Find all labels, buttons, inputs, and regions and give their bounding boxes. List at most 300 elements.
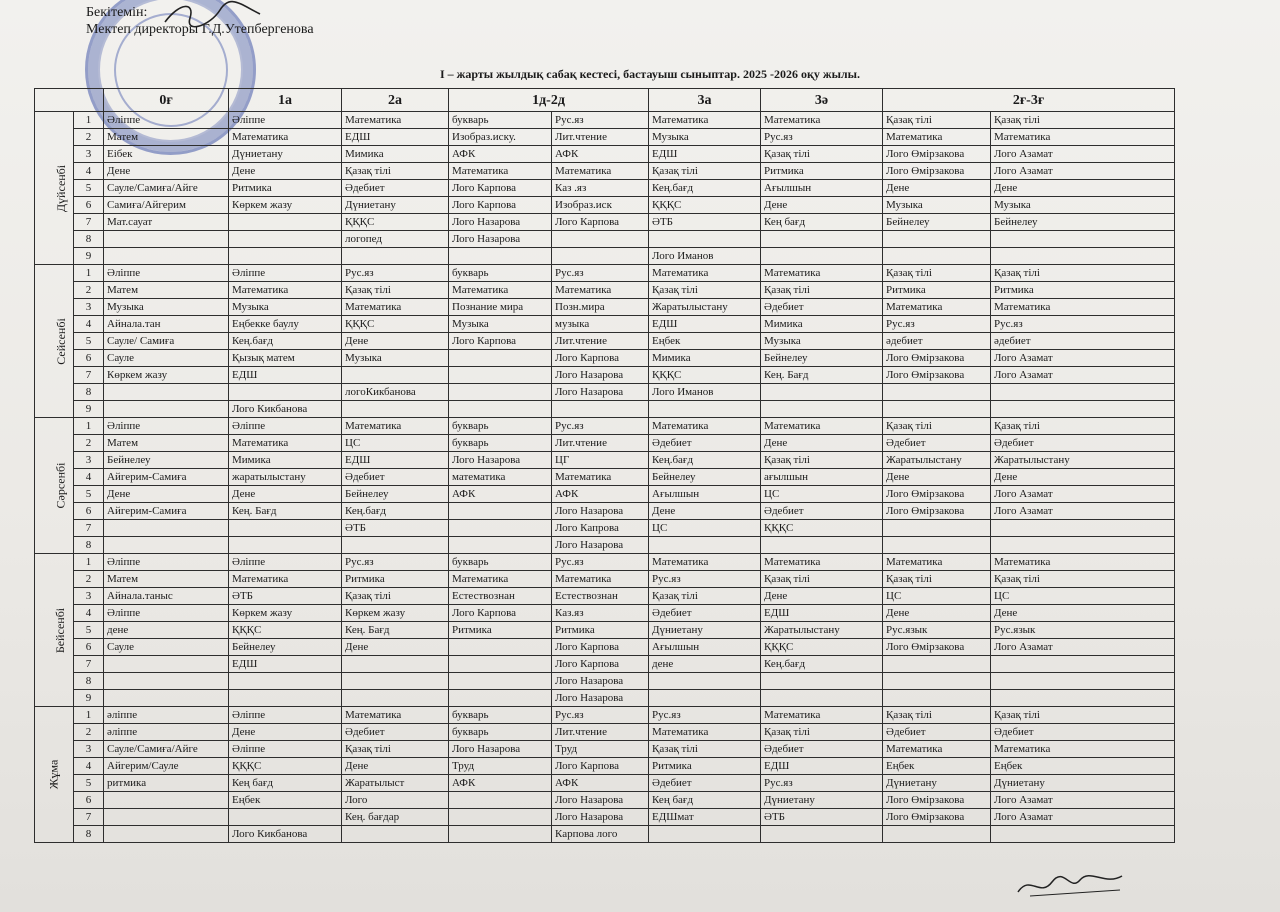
lesson-cell bbox=[552, 401, 649, 418]
lesson-cell: Музыка bbox=[991, 197, 1175, 214]
lesson-cell: Кең бағд bbox=[761, 214, 883, 231]
lesson-cell: Әліппе bbox=[229, 418, 342, 435]
lesson-cell: Дене bbox=[342, 758, 449, 775]
lesson-number-cell: 4 bbox=[74, 163, 104, 180]
lesson-cell bbox=[342, 673, 449, 690]
lesson-cell: Лого Өмірзакова bbox=[883, 486, 991, 503]
lesson-cell bbox=[342, 248, 449, 265]
lesson-cell: Рус.яз bbox=[991, 316, 1175, 333]
lesson-number-cell: 7 bbox=[74, 656, 104, 673]
lesson-cell bbox=[991, 248, 1175, 265]
table-row bbox=[35, 333, 1175, 350]
day-label bbox=[35, 554, 74, 707]
lesson-cell: АФК bbox=[552, 486, 649, 503]
lesson-number-cell: 4 bbox=[74, 605, 104, 622]
table-row bbox=[35, 367, 1175, 384]
header-cell-blank bbox=[35, 89, 104, 112]
lesson-cell: Математика bbox=[342, 418, 449, 435]
table-row bbox=[35, 197, 1175, 214]
lesson-cell bbox=[761, 248, 883, 265]
lesson-number-cell: 2 bbox=[74, 724, 104, 741]
lesson-cell: Еібек bbox=[104, 146, 229, 163]
lesson-cell: Дене bbox=[991, 605, 1175, 622]
lesson-number-cell: 1 bbox=[74, 265, 104, 282]
table-row bbox=[35, 231, 1175, 248]
lesson-cell: Лит.чтение bbox=[552, 333, 649, 350]
lesson-cell bbox=[449, 537, 552, 554]
lesson-cell: Ағылшын bbox=[761, 180, 883, 197]
lesson-cell: Математика bbox=[229, 571, 342, 588]
lesson-cell: Музыка bbox=[229, 299, 342, 316]
lesson-cell bbox=[883, 248, 991, 265]
lesson-cell: Сауле bbox=[104, 350, 229, 367]
lesson-cell: Математика bbox=[229, 129, 342, 146]
table-row bbox=[35, 282, 1175, 299]
lesson-cell: Әліппе bbox=[104, 554, 229, 571]
lesson-cell: Еңбек bbox=[649, 333, 761, 350]
lesson-cell bbox=[552, 248, 649, 265]
lesson-cell: Математика bbox=[449, 163, 552, 180]
table-row bbox=[35, 469, 1175, 486]
table-row bbox=[35, 809, 1175, 826]
day-name: Дүйсенбі bbox=[54, 164, 69, 212]
lesson-cell: Лого Назарова bbox=[552, 673, 649, 690]
lesson-cell: Дүниетану bbox=[342, 197, 449, 214]
lesson-cell: букварь bbox=[449, 112, 552, 129]
table-row bbox=[35, 418, 1175, 435]
lesson-cell: Лого Азамат bbox=[991, 792, 1175, 809]
lesson-cell: Ритмика bbox=[649, 758, 761, 775]
lesson-cell: Дене bbox=[649, 503, 761, 520]
lesson-cell: ЦС bbox=[649, 520, 761, 537]
lesson-cell: Ағылшын bbox=[649, 639, 761, 656]
lesson-number-cell: 8 bbox=[74, 231, 104, 248]
lesson-cell: ЕДШ bbox=[229, 367, 342, 384]
lesson-cell: Мимика bbox=[229, 452, 342, 469]
lesson-number-cell: 4 bbox=[74, 469, 104, 486]
lesson-cell: ритмика bbox=[104, 775, 229, 792]
lesson-cell: Лого Өмірзакова bbox=[883, 503, 991, 520]
lesson-cell bbox=[991, 384, 1175, 401]
lesson-cell bbox=[449, 826, 552, 843]
lesson-number-cell: 2 bbox=[74, 129, 104, 146]
lesson-cell: Бейнелеу bbox=[991, 214, 1175, 231]
lesson-cell: Дене bbox=[229, 486, 342, 503]
lesson-number-cell: 2 bbox=[74, 282, 104, 299]
lesson-cell: Лого Азамат bbox=[991, 146, 1175, 163]
lesson-cell: Жаратылыст bbox=[342, 775, 449, 792]
lesson-cell: Математика bbox=[342, 707, 449, 724]
lesson-cell: Лит.чтение bbox=[552, 129, 649, 146]
lesson-cell bbox=[342, 690, 449, 707]
table-row bbox=[35, 486, 1175, 503]
lesson-cell bbox=[991, 673, 1175, 690]
lesson-cell: Дүниетану bbox=[229, 146, 342, 163]
lesson-cell: Әліппе bbox=[104, 112, 229, 129]
lesson-cell: Кең.бағд bbox=[342, 503, 449, 520]
lesson-cell: дене bbox=[104, 622, 229, 639]
lesson-cell bbox=[883, 231, 991, 248]
lesson-cell: Лого Карпова bbox=[552, 350, 649, 367]
table-header-row bbox=[35, 89, 1175, 112]
table-row bbox=[35, 520, 1175, 537]
lesson-cell: Ритмика bbox=[991, 282, 1175, 299]
lesson-cell bbox=[229, 231, 342, 248]
lesson-cell: Рус.яз bbox=[883, 316, 991, 333]
lesson-cell: ЦС bbox=[342, 435, 449, 452]
lesson-cell bbox=[449, 673, 552, 690]
lesson-cell: Математика bbox=[649, 724, 761, 741]
lesson-cell: Дене bbox=[761, 588, 883, 605]
lesson-number-cell: 3 bbox=[74, 146, 104, 163]
lesson-cell: ҚҚҚС bbox=[649, 367, 761, 384]
lesson-cell: Математика bbox=[883, 129, 991, 146]
lesson-cell bbox=[449, 248, 552, 265]
lesson-cell: жаратылыстану bbox=[229, 469, 342, 486]
lesson-cell: логопед bbox=[342, 231, 449, 248]
lesson-cell bbox=[883, 401, 991, 418]
lesson-cell: Қазақ тілі bbox=[761, 452, 883, 469]
lesson-cell: Лого Өмірзакова bbox=[883, 639, 991, 656]
lesson-cell: Матем bbox=[104, 129, 229, 146]
lesson-cell: Көркем жазу bbox=[229, 197, 342, 214]
lesson-cell: Лого Карпова bbox=[449, 605, 552, 622]
table-row bbox=[35, 435, 1175, 452]
lesson-cell: Математика bbox=[229, 282, 342, 299]
lesson-cell: Қазақ тілі bbox=[761, 146, 883, 163]
lesson-cell: Математика bbox=[449, 282, 552, 299]
document-title: I – жарты жылдық сабақ кестесі, бастауыш сыныптар. 2025 -2026 оқу жылы. bbox=[439, 67, 861, 81]
lesson-cell: Кең бағд bbox=[229, 775, 342, 792]
lesson-cell: Лого Азамат bbox=[991, 639, 1175, 656]
lesson-cell: Кең бағд bbox=[649, 792, 761, 809]
lesson-cell: Рус.яз bbox=[552, 265, 649, 282]
lesson-number-cell: 3 bbox=[74, 588, 104, 605]
lesson-cell: Музыка bbox=[883, 197, 991, 214]
lesson-number-cell: 3 bbox=[74, 741, 104, 758]
lesson-cell: Ағылшын bbox=[649, 486, 761, 503]
lesson-cell: Қазақ тілі bbox=[649, 163, 761, 180]
lesson-cell: Рус.яз bbox=[342, 265, 449, 282]
lesson-cell: букварь bbox=[449, 418, 552, 435]
lesson-cell: Көркем жазу bbox=[104, 367, 229, 384]
lesson-cell: Дүниетану bbox=[649, 622, 761, 639]
day-name: Сәрсенбі bbox=[53, 462, 68, 509]
day-label bbox=[35, 265, 74, 418]
lesson-cell bbox=[552, 231, 649, 248]
lesson-cell bbox=[761, 537, 883, 554]
lesson-cell: Математика bbox=[991, 299, 1175, 316]
lesson-cell: Қазақ тілі bbox=[991, 418, 1175, 435]
lesson-cell: Рус.яз bbox=[342, 554, 449, 571]
table-row bbox=[35, 588, 1175, 605]
lesson-cell: Еңбекке баулу bbox=[229, 316, 342, 333]
lesson-cell: Сауле/Самиға/Айге bbox=[104, 180, 229, 197]
table-row bbox=[35, 112, 1175, 129]
lesson-cell: Айнала.таныс bbox=[104, 588, 229, 605]
lesson-number-cell: 6 bbox=[74, 792, 104, 809]
lesson-cell: Лого Назарова bbox=[552, 367, 649, 384]
lesson-cell: Лого Назарова bbox=[552, 792, 649, 809]
lesson-cell: АФК bbox=[449, 775, 552, 792]
lesson-cell: Лит.чтение bbox=[552, 435, 649, 452]
lesson-number-cell: 1 bbox=[74, 418, 104, 435]
lesson-cell: Математика bbox=[552, 163, 649, 180]
table-row bbox=[35, 639, 1175, 656]
lesson-cell bbox=[104, 826, 229, 843]
lesson-cell: Математика bbox=[883, 741, 991, 758]
lesson-cell bbox=[883, 537, 991, 554]
lesson-cell: Математика bbox=[552, 469, 649, 486]
lesson-cell: Қазақ тілі bbox=[883, 571, 991, 588]
lesson-cell bbox=[991, 656, 1175, 673]
lesson-cell: Дене bbox=[229, 163, 342, 180]
lesson-cell: Музыка bbox=[761, 333, 883, 350]
lesson-cell: Жаратылыстану bbox=[649, 299, 761, 316]
lesson-cell bbox=[229, 520, 342, 537]
lesson-cell: Каз.яз bbox=[552, 605, 649, 622]
lesson-cell: Қазақ тілі bbox=[883, 265, 991, 282]
lesson-cell: Лого Назарова bbox=[552, 503, 649, 520]
lesson-cell: Әліппе bbox=[229, 554, 342, 571]
lesson-cell: Рус.язык bbox=[991, 622, 1175, 639]
director-label: Мектеп директоры Г.Д.Утепбергенова bbox=[86, 22, 314, 37]
lesson-cell: АФК bbox=[552, 146, 649, 163]
lesson-cell: ЕДШ bbox=[649, 316, 761, 333]
lesson-cell bbox=[229, 384, 342, 401]
lesson-cell bbox=[449, 690, 552, 707]
lesson-cell: Еңбек bbox=[883, 758, 991, 775]
lesson-cell: Лого Азамат bbox=[991, 503, 1175, 520]
lesson-cell bbox=[342, 826, 449, 843]
lesson-cell: Мимика bbox=[761, 316, 883, 333]
lesson-cell bbox=[449, 401, 552, 418]
lesson-cell: ЦГ bbox=[552, 452, 649, 469]
lesson-cell bbox=[649, 690, 761, 707]
lesson-number-cell: 5 bbox=[74, 180, 104, 197]
lesson-cell bbox=[761, 690, 883, 707]
director-signature bbox=[160, 0, 270, 30]
lesson-cell: әдебиет bbox=[883, 333, 991, 350]
lesson-cell: Математика bbox=[761, 554, 883, 571]
lesson-number-cell: 8 bbox=[74, 537, 104, 554]
lesson-cell: Кең. Бағд bbox=[342, 622, 449, 639]
lesson-cell: Лого Карпова bbox=[552, 758, 649, 775]
day-name: Сейсенбі bbox=[53, 317, 68, 365]
lesson-cell: Әліппе bbox=[104, 605, 229, 622]
lesson-cell bbox=[883, 384, 991, 401]
lesson-cell: музыка bbox=[552, 316, 649, 333]
approve-label: Бекітемін: bbox=[86, 5, 148, 20]
lesson-cell: Бейнелеу bbox=[649, 469, 761, 486]
lesson-cell: Математика bbox=[761, 112, 883, 129]
lesson-cell: Труд bbox=[552, 741, 649, 758]
lesson-cell: Рус.яз bbox=[552, 707, 649, 724]
lesson-cell bbox=[883, 826, 991, 843]
lesson-cell: Лит.чтение bbox=[552, 724, 649, 741]
lesson-cell: Лого Иманов bbox=[649, 248, 761, 265]
table-row bbox=[35, 180, 1175, 197]
lesson-cell: Лого Кикбанова bbox=[229, 401, 342, 418]
day-label bbox=[35, 112, 74, 265]
lesson-cell: Математика bbox=[991, 129, 1175, 146]
lesson-number-cell: 5 bbox=[74, 486, 104, 503]
lesson-cell: ЦС bbox=[883, 588, 991, 605]
lesson-cell: Лого Карпова bbox=[552, 639, 649, 656]
lesson-number-cell: 8 bbox=[74, 826, 104, 843]
lesson-cell: Қазақ тілі bbox=[649, 282, 761, 299]
lesson-cell bbox=[449, 520, 552, 537]
lesson-cell: Ритмика bbox=[449, 622, 552, 639]
lesson-cell bbox=[449, 350, 552, 367]
lesson-cell: Матем bbox=[104, 571, 229, 588]
lesson-cell: Рус.яз bbox=[552, 112, 649, 129]
lesson-cell bbox=[761, 384, 883, 401]
lesson-cell bbox=[229, 690, 342, 707]
lesson-cell bbox=[991, 520, 1175, 537]
lesson-cell: Математика bbox=[552, 282, 649, 299]
lesson-number-cell: 4 bbox=[74, 758, 104, 775]
lesson-cell: Мимика bbox=[649, 350, 761, 367]
lesson-cell: Лого Өмірзакова bbox=[883, 350, 991, 367]
lesson-cell bbox=[104, 520, 229, 537]
lesson-cell: дене bbox=[649, 656, 761, 673]
lesson-cell: Самиға/Айгерим bbox=[104, 197, 229, 214]
lesson-cell: Лого Өмірзакова bbox=[883, 146, 991, 163]
lesson-cell bbox=[449, 367, 552, 384]
lesson-number-cell: 3 bbox=[74, 299, 104, 316]
header-cell-1d-2d: 1д-2д bbox=[449, 89, 649, 112]
lesson-number-cell: 6 bbox=[74, 197, 104, 214]
day-label bbox=[35, 707, 74, 843]
table-row bbox=[35, 554, 1175, 571]
lesson-cell: Еңбек bbox=[229, 792, 342, 809]
lesson-cell: Лого Азамат bbox=[991, 163, 1175, 180]
table-row bbox=[35, 673, 1175, 690]
lesson-cell: Әдебиет bbox=[883, 724, 991, 741]
lesson-cell: ЕДШ bbox=[342, 452, 449, 469]
lesson-cell: Математика bbox=[649, 418, 761, 435]
lesson-cell bbox=[449, 656, 552, 673]
lesson-number-cell: 6 bbox=[74, 350, 104, 367]
lesson-cell: ҚҚҚС bbox=[761, 639, 883, 656]
lesson-cell: Изобраз.иск bbox=[552, 197, 649, 214]
lesson-cell: Қазақ тілі bbox=[991, 571, 1175, 588]
lesson-cell bbox=[104, 401, 229, 418]
lesson-cell: Қазақ тілі bbox=[883, 418, 991, 435]
lesson-cell bbox=[342, 537, 449, 554]
timetable-body bbox=[35, 112, 1175, 843]
lesson-number-cell: 5 bbox=[74, 775, 104, 792]
lesson-number-cell: 5 bbox=[74, 333, 104, 350]
lesson-cell: Қазақ тілі bbox=[991, 112, 1175, 129]
lesson-cell: ӘТБ bbox=[342, 520, 449, 537]
lesson-cell: Лого Азамат bbox=[991, 350, 1175, 367]
lesson-cell: Лого Өмірзакова bbox=[883, 163, 991, 180]
lesson-number-cell: 9 bbox=[74, 401, 104, 418]
lesson-number-cell: 1 bbox=[74, 707, 104, 724]
lesson-cell bbox=[229, 809, 342, 826]
lesson-cell bbox=[229, 673, 342, 690]
bottom-signature bbox=[1010, 868, 1130, 904]
lesson-cell: Дене bbox=[991, 180, 1175, 197]
lesson-cell: Математика bbox=[883, 299, 991, 316]
lesson-cell: Дүниетану bbox=[883, 775, 991, 792]
header-cell-2g-3g: 2ғ-3ғ bbox=[883, 89, 1175, 112]
table-row bbox=[35, 622, 1175, 639]
lesson-number-cell: 2 bbox=[74, 435, 104, 452]
lesson-cell bbox=[649, 401, 761, 418]
lesson-cell: Естествознан bbox=[552, 588, 649, 605]
lesson-cell: ЦС bbox=[761, 486, 883, 503]
lesson-cell: Математика bbox=[761, 707, 883, 724]
lesson-cell bbox=[991, 401, 1175, 418]
lesson-cell: Лого Назарова bbox=[552, 384, 649, 401]
table-row bbox=[35, 775, 1175, 792]
lesson-cell: Матем bbox=[104, 435, 229, 452]
lesson-cell: Әдебиет bbox=[761, 503, 883, 520]
lesson-cell: Қазақ тілі bbox=[342, 163, 449, 180]
table-row bbox=[35, 503, 1175, 520]
lesson-number-cell: 3 bbox=[74, 452, 104, 469]
lesson-cell: Еңбек bbox=[991, 758, 1175, 775]
lesson-cell: Лого Карпова bbox=[449, 333, 552, 350]
lesson-cell: АФК bbox=[552, 775, 649, 792]
lesson-cell: Әдебиет bbox=[761, 741, 883, 758]
lesson-cell bbox=[229, 214, 342, 231]
lesson-cell: Әдебиет bbox=[761, 299, 883, 316]
lesson-cell bbox=[761, 401, 883, 418]
lesson-cell: Дене bbox=[229, 724, 342, 741]
lesson-cell: ағылшын bbox=[761, 469, 883, 486]
lesson-cell: Кең.бағд bbox=[229, 333, 342, 350]
lesson-cell: ҚҚҚС bbox=[229, 622, 342, 639]
lesson-cell: Лого Карпова bbox=[449, 197, 552, 214]
lesson-cell: Кең. бағдар bbox=[342, 809, 449, 826]
lesson-cell: Бейнелеу bbox=[104, 452, 229, 469]
lesson-cell: Әліппе bbox=[104, 418, 229, 435]
lesson-cell: Қазақ тілі bbox=[761, 571, 883, 588]
lesson-cell: Сауле/ Самиға bbox=[104, 333, 229, 350]
table-row bbox=[35, 384, 1175, 401]
lesson-cell: Көркем жазу bbox=[342, 605, 449, 622]
lesson-cell: Лого Өмірзакова bbox=[883, 792, 991, 809]
lesson-cell: Лого bbox=[342, 792, 449, 809]
lesson-cell: Бейнелеу bbox=[883, 214, 991, 231]
lesson-cell bbox=[761, 673, 883, 690]
lesson-cell: Әдебиет bbox=[342, 469, 449, 486]
table-row bbox=[35, 248, 1175, 265]
day-name: Бейсенбі bbox=[53, 607, 68, 653]
lesson-cell: Изобраз.иску. bbox=[449, 129, 552, 146]
table-row bbox=[35, 214, 1175, 231]
lesson-cell: Лого Азамат bbox=[991, 809, 1175, 826]
header-cell-1a: 1а bbox=[229, 89, 342, 112]
lesson-cell: Позн.мира bbox=[552, 299, 649, 316]
lesson-cell: Лого Назарова bbox=[552, 809, 649, 826]
lesson-cell: Труд bbox=[449, 758, 552, 775]
lesson-cell: Лого Назарова bbox=[449, 231, 552, 248]
table-row bbox=[35, 146, 1175, 163]
table-row bbox=[35, 452, 1175, 469]
lesson-cell: ЕДШ bbox=[342, 129, 449, 146]
lesson-cell: Әліппе bbox=[229, 707, 342, 724]
lesson-cell: Ритмика bbox=[552, 622, 649, 639]
lesson-number-cell: 7 bbox=[74, 214, 104, 231]
lesson-cell: Дүниетану bbox=[991, 775, 1175, 792]
lesson-cell: ЕДШ bbox=[229, 656, 342, 673]
lesson-number-cell: 9 bbox=[74, 248, 104, 265]
